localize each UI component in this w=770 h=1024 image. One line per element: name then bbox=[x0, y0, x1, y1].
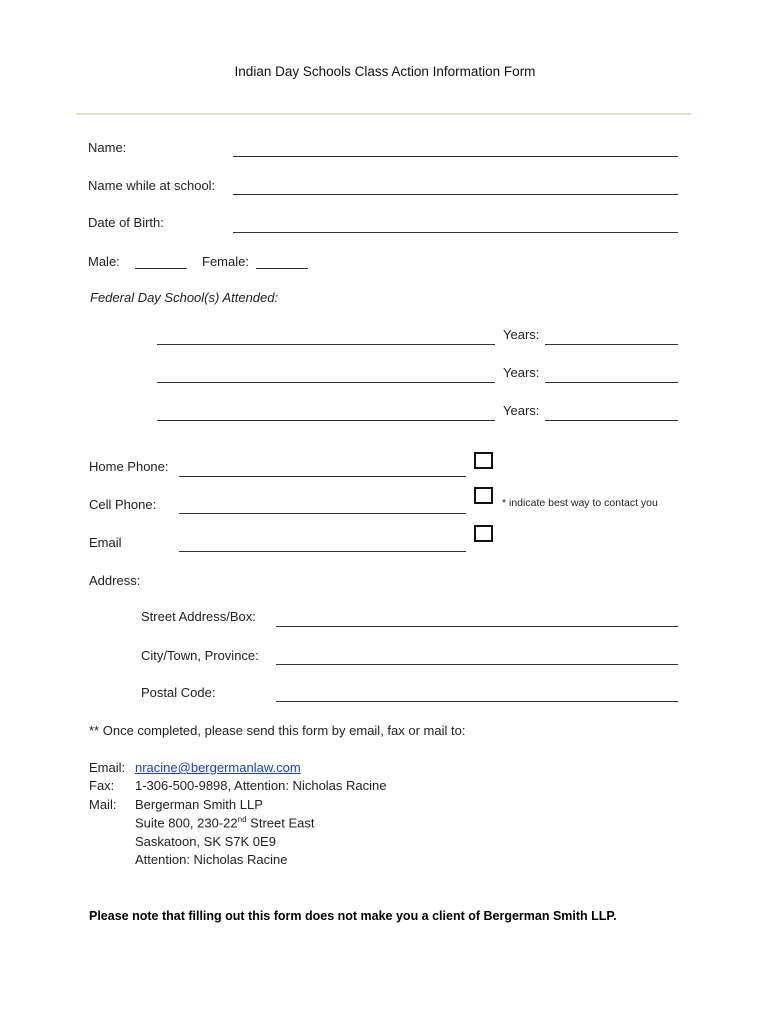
name-while-at-school-field[interactable] bbox=[233, 194, 678, 195]
cell-phone-checkbox[interactable] bbox=[474, 487, 493, 504]
date-of-birth-field[interactable] bbox=[233, 232, 678, 233]
mail-address-line-1: Bergerman Smith LLP bbox=[135, 797, 263, 812]
street-address-field[interactable] bbox=[276, 626, 678, 627]
send-email-link[interactable]: nracine@bergermanlaw.com bbox=[135, 760, 301, 775]
address-heading: Address: bbox=[89, 573, 141, 588]
mail-address-line-3: Saskatoon, SK S7K 0E9 bbox=[135, 834, 276, 849]
email-field[interactable] bbox=[179, 551, 466, 552]
name-label: Name: bbox=[88, 140, 127, 155]
mail-address-line-2 bbox=[135, 815, 314, 830]
years-field-2[interactable] bbox=[545, 382, 678, 383]
contact-preference-note: * indicate best way to contact you bbox=[502, 497, 658, 509]
female-label: Female: bbox=[202, 254, 249, 269]
cell-phone-label: Cell Phone: bbox=[89, 497, 157, 512]
send-mail-label: Mail: bbox=[89, 797, 117, 812]
email-label: Email bbox=[89, 535, 122, 550]
years-label-3: Years: bbox=[503, 403, 540, 418]
send-fax-label: Fax: bbox=[89, 778, 115, 793]
send-email-label: Email: bbox=[89, 760, 126, 775]
city-province-label: City/Town, Province: bbox=[141, 648, 259, 663]
home-phone-field[interactable] bbox=[179, 476, 466, 477]
send-fax-value: 1-306-500-9898, Attention: Nicholas Racine bbox=[135, 778, 387, 793]
female-field[interactable] bbox=[256, 268, 308, 269]
name-while-at-school-label: Name while at school: bbox=[88, 178, 216, 193]
postal-code-field[interactable] bbox=[276, 701, 678, 702]
city-province-field[interactable] bbox=[276, 664, 678, 665]
male-label: Male: bbox=[88, 254, 120, 269]
name-field[interactable] bbox=[233, 156, 678, 157]
ordinal-suffix: nd bbox=[237, 815, 247, 824]
years-label-2: Years: bbox=[503, 365, 540, 380]
mail-suite: Suite 800, 230-22 bbox=[135, 815, 238, 831]
disclaimer-text: Please note that filling out this form does not make you a client of Bergerman Smith LLP. bbox=[89, 909, 617, 923]
date-of-birth-label: Date of Birth: bbox=[88, 215, 164, 230]
school-name-field-2[interactable] bbox=[157, 382, 495, 383]
school-name-field-1[interactable] bbox=[157, 344, 495, 345]
years-field-3[interactable] bbox=[545, 420, 678, 421]
header-divider bbox=[76, 113, 691, 115]
home-phone-checkbox[interactable] bbox=[474, 452, 493, 469]
years-field-1[interactable] bbox=[545, 344, 678, 345]
postal-code-label: Postal Code: bbox=[141, 685, 216, 700]
mail-address-line-4: Attention: Nicholas Racine bbox=[135, 852, 288, 867]
male-field[interactable] bbox=[135, 268, 187, 269]
street-address-label: Street Address/Box: bbox=[141, 609, 256, 624]
form-title: Indian Day Schools Class Action Information Form bbox=[234, 64, 536, 79]
schools-heading: Federal Day School(s) Attended: bbox=[90, 290, 279, 305]
years-label-1: Years: bbox=[503, 327, 540, 342]
cell-phone-field[interactable] bbox=[179, 513, 466, 514]
mail-street: Street East bbox=[246, 815, 315, 831]
send-instructions: ** Once completed, please send this form by email, fax or mail to: bbox=[89, 723, 466, 738]
email-checkbox[interactable] bbox=[474, 525, 493, 542]
school-name-field-3[interactable] bbox=[157, 420, 495, 421]
home-phone-label: Home Phone: bbox=[89, 459, 169, 474]
